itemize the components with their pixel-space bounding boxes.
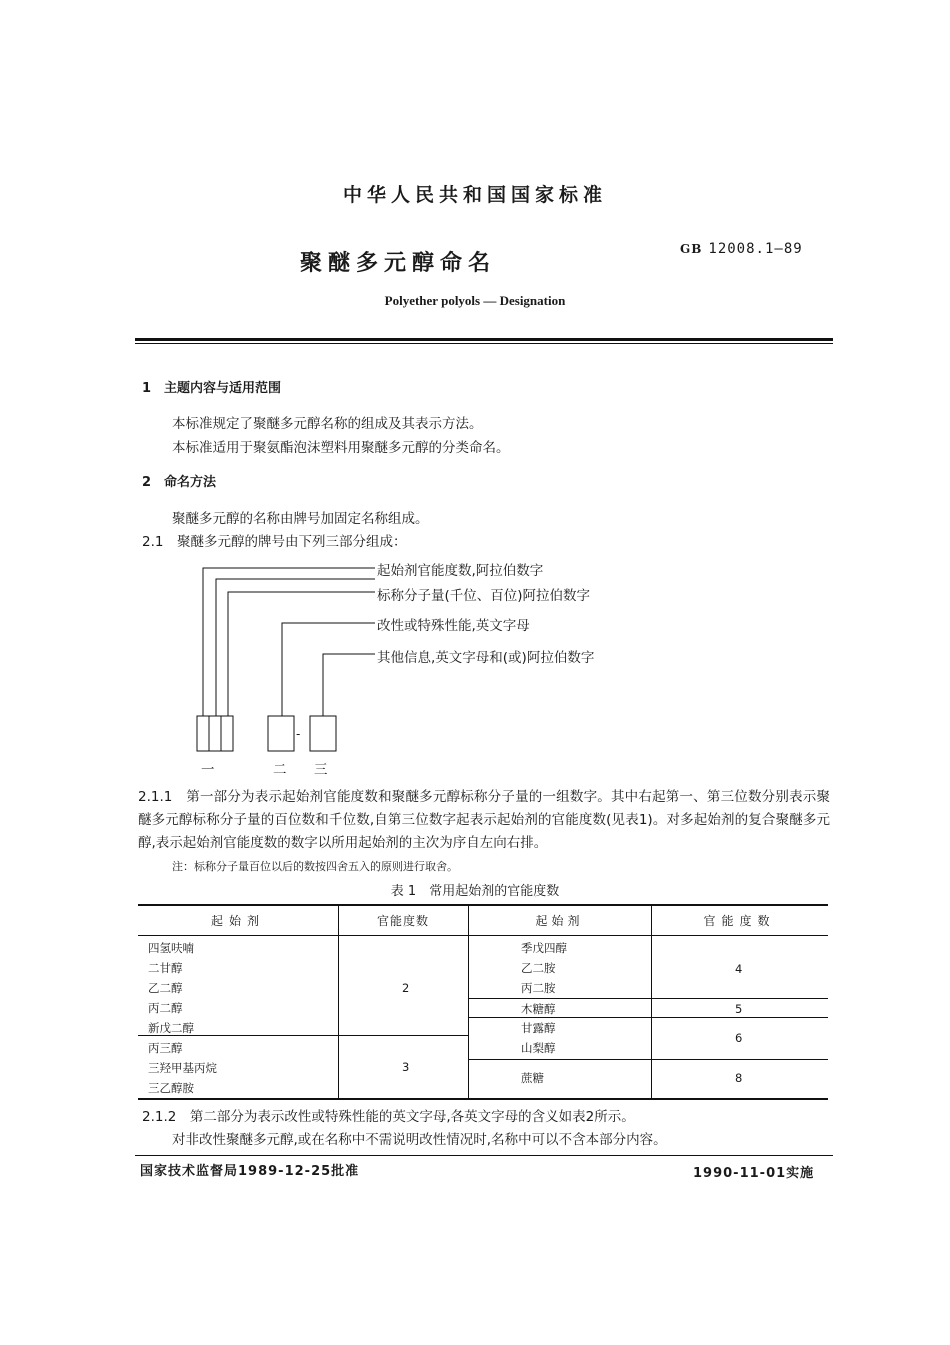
table-right-separator-1 xyxy=(468,998,828,999)
table-header-functionality-left: 官能度数 xyxy=(376,914,429,928)
table-cell: 丙三醇 xyxy=(148,1041,183,1055)
section-2-heading: 2 命名方法 xyxy=(142,475,217,490)
table-cell: 木糖醇 xyxy=(521,1002,556,1016)
table-vline-1 xyxy=(338,904,339,1098)
standard-number: 12008.1—89 xyxy=(708,241,803,257)
table-value: 3 xyxy=(402,1060,410,1074)
part3-box xyxy=(310,716,336,751)
table-value: 6 xyxy=(735,1031,743,1045)
table-1 xyxy=(138,904,828,1098)
part-label-2: 二 xyxy=(273,762,287,778)
section-2-1: 2.1 聚醚多元醇的牌号由下列三部分组成： xyxy=(142,534,407,550)
standard-prefix: GB xyxy=(680,242,703,256)
table-cell: 三乙醇胺 xyxy=(148,1081,194,1095)
standard-code xyxy=(680,241,803,257)
table-top-rule xyxy=(138,904,828,906)
table-cell: 山梨醇 xyxy=(521,1041,556,1055)
table-header-functionality-right: 官能度数 xyxy=(703,914,776,928)
table-cell: 丙二醇 xyxy=(148,1001,183,1015)
section-2-1-2-line-2: 对非改性聚醚多元醇,或在名称中不需说明改性情况时,名称中可以不含本部分内容。 xyxy=(172,1132,667,1148)
part-label-1: 一 xyxy=(201,762,215,778)
table-value: 4 xyxy=(735,962,743,976)
leader-line-2 xyxy=(216,579,375,716)
table-header-rule xyxy=(138,935,828,936)
table-right-separator-3 xyxy=(468,1059,828,1060)
table-cell: 蔗糖 xyxy=(521,1071,544,1085)
table-vline-3 xyxy=(651,904,652,1098)
table-1-caption: 表 1 常用起始剂的官能度数 xyxy=(390,884,560,899)
approval-date: 国家技术监督局1989-12-25批准 xyxy=(140,1164,360,1179)
header-rule-thick xyxy=(135,338,833,341)
table-bottom-rule xyxy=(138,1098,828,1100)
national-standard-heading: 中华人民共和国国家标准 xyxy=(342,184,607,206)
section-1-heading: 1 主题内容与适用范围 xyxy=(142,381,282,396)
table-cell: 四氢呋喃 xyxy=(148,941,194,955)
table-cell: 新戊二醇 xyxy=(148,1021,194,1035)
table-value: 2 xyxy=(402,981,410,995)
table-cell: 甘露醇 xyxy=(521,1021,556,1035)
table-header-initiator-left: 起始剂 xyxy=(210,914,265,928)
part-label-3: 三 xyxy=(314,762,328,778)
table-cell: 乙二胺 xyxy=(521,961,556,975)
section-2-1-2: 2.1.2 第二部分为表示改性或特殊性能的英文字母,各英文字母的含义如表2所示。 xyxy=(142,1109,635,1125)
footer-rule xyxy=(135,1155,833,1156)
effective-date: 1990-11-01实施 xyxy=(693,1166,815,1181)
table-right-separator-2 xyxy=(468,1017,828,1018)
table-vline-2 xyxy=(468,904,469,1098)
section-1-line-2: 本标准适用于聚氨酯泡沫塑料用聚醚多元醇的分类命名。 xyxy=(172,440,510,456)
table-value: 8 xyxy=(735,1071,743,1085)
section-2-1-1-note: 注：标称分子量百位以后的数按四舍五入的原则进行取舍。 xyxy=(172,860,458,873)
diagram-label-3: 改性或特殊性能,英文字母 xyxy=(377,618,530,634)
page-title: 聚醚多元醇命名 xyxy=(300,251,497,276)
leader-line-5 xyxy=(323,654,375,716)
part2-box xyxy=(268,716,294,751)
table-header-initiator-right: 起始剂 xyxy=(535,914,584,928)
section-2-intro: 聚醚多元醇的名称由牌号加固定名称组成。 xyxy=(172,511,429,527)
leader-line-1 xyxy=(203,568,375,716)
table-cell: 二甘醇 xyxy=(148,961,183,975)
leader-line-4 xyxy=(282,623,375,716)
part1-box-3 xyxy=(221,716,233,751)
header-rule-thin xyxy=(135,343,833,344)
table-value: 5 xyxy=(735,1002,743,1016)
section-2-1-1: 2.1.1 第一部分为表示起始剂官能度数和聚醚多元醇标称分子量的一组数字。其中右起第一、第三位数分别表示聚醚多元醇标称分子量的百位数和千位数,自第三位数字起表示起始剂的官能度数(见表1)。对多起始剂的复合聚醚多元醇,表示起始剂官能度数的数字以所用起始剂的主次为序自左向右排。 xyxy=(138,789,830,851)
section-1-line-1: 本标准规定了聚醚多元醇名称的组成及其表示方法。 xyxy=(172,416,483,432)
table-cell: 季戊四醇 xyxy=(521,941,567,955)
table-cell: 丙二胺 xyxy=(521,981,556,995)
part1-box-2 xyxy=(209,716,221,751)
english-title: Polyether polyols — Designation xyxy=(384,293,566,308)
diagram-label-4: 其他信息,英文字母和(或)阿拉伯数字 xyxy=(377,650,595,666)
diagram-dash: - xyxy=(296,727,301,741)
diagram-label-1: 起始剂官能度数,阿拉伯数字 xyxy=(377,563,544,579)
table-cell: 乙二醇 xyxy=(148,981,183,995)
part1-box-1 xyxy=(197,716,209,751)
table-cell: 三羟甲基丙烷 xyxy=(148,1061,217,1075)
diagram-label-2: 标称分子量(千位、百位)阿拉伯数字 xyxy=(377,588,591,604)
